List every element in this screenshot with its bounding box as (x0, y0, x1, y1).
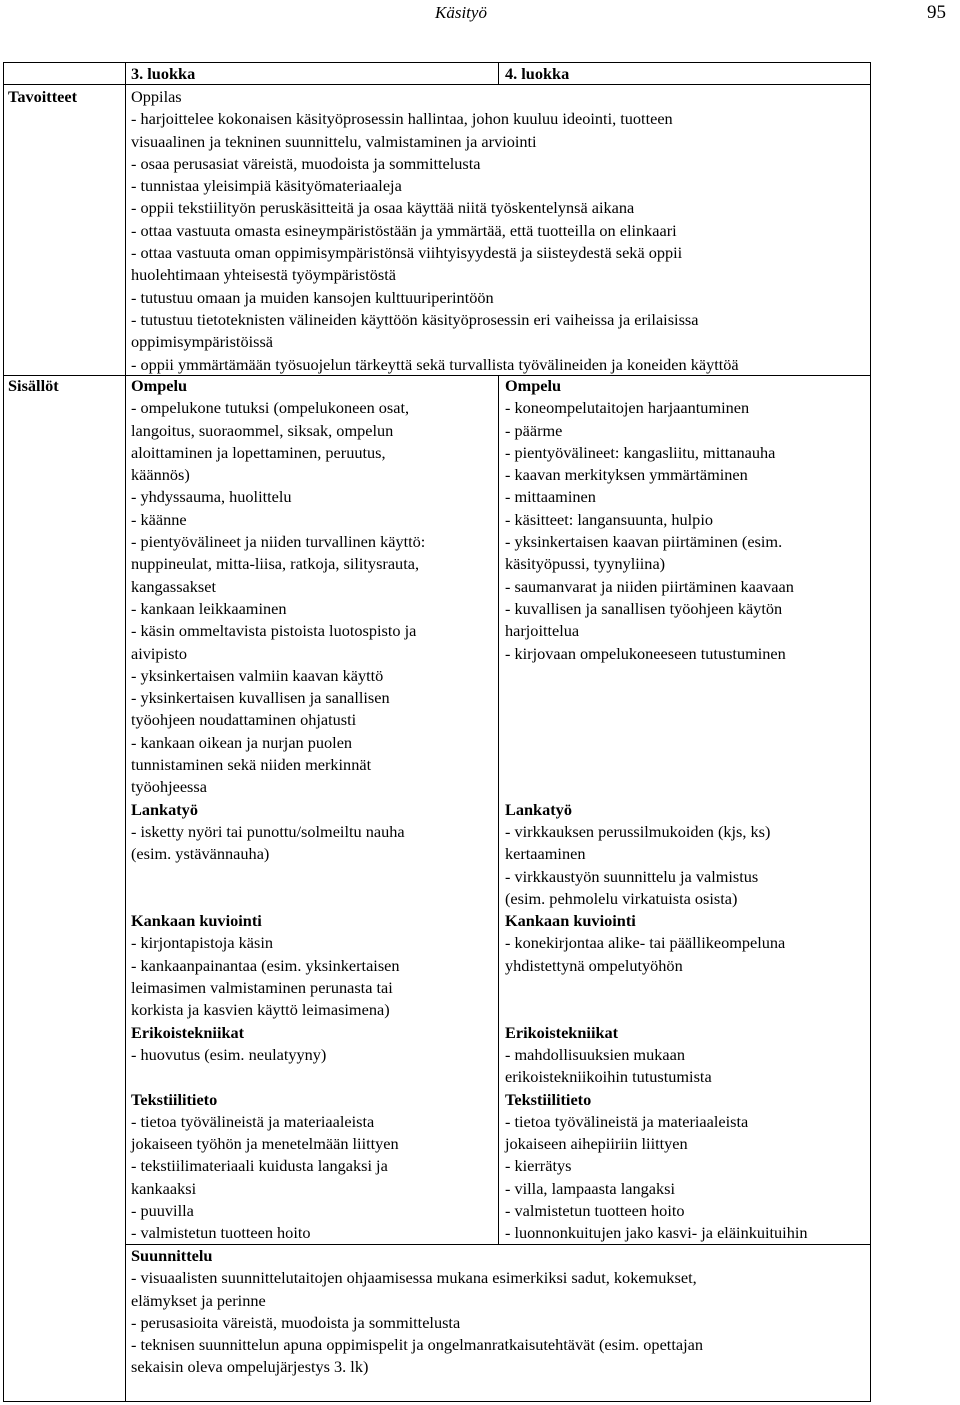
table-border-left (3, 62, 4, 1402)
grade4-line: - koneompelutaitojen harjaantuminen (505, 398, 750, 418)
grade3-line: korkista ja kasvien käyttö leimasimena) (131, 1000, 390, 1020)
grade4-line: harjoittelua (505, 621, 580, 641)
grade4-line (505, 709, 808, 731)
grade4-line: - villa, lampaasta langaksi (505, 1178, 675, 1198)
grade4-line: - mittaaminen (505, 487, 596, 507)
grade4-section-heading: Tekstiilitieto (505, 1089, 592, 1109)
grade3-line: - käänne (131, 509, 187, 529)
grade4-line: yhdistettynä ompelutyöhön (505, 955, 683, 975)
design-line: - perusasioita väreistä, muodoista ja sommittelusta (131, 1312, 461, 1332)
grade4-line: - käsitteet: langansuunta, hulpio (505, 509, 713, 529)
grade4-line: - yksinkertaisen kaavan piirtäminen (esim. (505, 532, 783, 552)
goals-line: - tutustuu tietoteknisten välineiden käyttöön käsityöprosessin eri vaiheissa ja erilaisissa (131, 309, 699, 329)
grade3-line: - puuvilla (131, 1200, 194, 1220)
table-border-right (870, 62, 871, 1402)
grade4-line (505, 776, 808, 798)
grade3-line: - pientyövälineet ja niiden turvallinen käyttö: (131, 532, 426, 552)
grade3-line: työohjeessa (131, 777, 207, 797)
grade4-line: kertaaminen (505, 844, 586, 864)
goals-line: - osaa perusasiat väreistä, muodoista ja sommittelusta (131, 153, 481, 173)
grade3-section-heading: Lankatyö (131, 799, 198, 819)
design-heading: Suunnittelu (131, 1246, 213, 1265)
grade3-line: jokaiseen työhön ja menetelmään liittyen (131, 1134, 399, 1154)
grade4-line: - konekirjontaa alike- tai päällikeompeluna (505, 933, 786, 953)
grade4-line (505, 732, 808, 754)
grade4-line: - kaavan merkityksen ymmärtäminen (505, 465, 748, 485)
grade4-line: - virkkaustyön suunnittelu ja valmistus (505, 866, 759, 886)
grade3-line: kangassakset (131, 576, 216, 596)
grade4-line: - saumanvarat ja niiden piirtäminen kaavaan (505, 576, 794, 596)
goals-line: - ottaa vastuuta omasta esineympäristöstään ja ymmärtää, että tuotteilla on elinkaari (131, 220, 677, 240)
grade3-line: - tietoa työvälineistä ja materiaaleista (131, 1111, 375, 1131)
grade4-line (505, 665, 808, 687)
goals-line: - tutustuu omaan ja muiden kansojen kulttuuriperintöön (131, 287, 494, 307)
design-lines (131, 1267, 703, 1378)
grade3-line: - ompelukone tutuksi (ompelukoneen osat, (131, 398, 410, 418)
grade4-line (505, 977, 808, 999)
grade3-line: - kankaanpainantaa (esim. yksinkertaisen (131, 955, 400, 975)
page-number: 95 (927, 2, 946, 23)
grade3-line: leimasimen valmistaminen perunasta tai (131, 978, 393, 998)
grade3-line: - valmistetun tuotteen hoito (131, 1223, 311, 1243)
grade3-line: (esim. ystävännauha) (131, 844, 270, 864)
grade4-line: - kierrätys (505, 1156, 572, 1176)
grade4-line: - luonnonkuitujen jako kasvi- ja eläinkuituihin (505, 1223, 808, 1243)
design-section (131, 1245, 703, 1379)
grade4-line: erikoistekniikoihin tutustumista (505, 1067, 712, 1087)
grade4-section-heading: Kankaan kuviointi (505, 911, 636, 931)
grade4-line: - tietoa työvälineistä ja materiaaleista (505, 1111, 749, 1131)
grade4-section-heading: Ompelu (505, 376, 562, 395)
grade3-line: aloittaminen ja lopettaminen, peruutus, (131, 442, 386, 462)
goals-text (131, 86, 739, 376)
grade3-heading: 3. luokka (131, 64, 196, 83)
grade4-line: - mahdollisuuksien mukaan (505, 1044, 685, 1064)
grade3-line (131, 888, 425, 910)
table-border-bottom (3, 1401, 871, 1402)
design-line: sekaisin oleva ompelujärjestys 3. lk) (131, 1357, 369, 1377)
grade3-line: - tekstiilimateriaali kuidusta langaksi ja (131, 1156, 388, 1176)
grade3-section-heading: Ompelu (131, 376, 188, 395)
grade3-line: - isketty nyöri tai punottu/solmeiltu nauha (131, 821, 405, 841)
grade4-line: - kuvallisen ja sanallisen työohjeen käytön (505, 598, 783, 618)
grade3-section-heading: Kankaan kuviointi (131, 911, 262, 931)
goals-line: Oppilas (131, 87, 182, 106)
grade4-line: - päärme (505, 420, 563, 440)
grade3-line: langoitus, suoraommel, siksak, ompelun (131, 420, 394, 440)
goals-line: huolehtimaan yhteisestä työympäristöstä (131, 265, 396, 285)
grade3-line: - huovutus (esim. neulatyyny) (131, 1044, 327, 1064)
grade3-line: nuppineulat, mitta-liisa, ratkoja, silitysrauta, (131, 554, 420, 574)
grade3-line: - yksinkertaisen valmiin kaavan käyttö (131, 665, 384, 685)
design-line: elämykset ja perinne (131, 1290, 266, 1310)
grade3-section-heading: Erikoistekniikat (131, 1022, 245, 1042)
design-line: - teknisen suunnittelun apuna oppimispelit ja ongelmanratkaisutehtävät (esim. opettajan (131, 1335, 703, 1355)
grade3-line (131, 1066, 425, 1088)
grade3-section-heading: Tekstiilitieto (131, 1089, 218, 1109)
grade-header-divider (498, 62, 499, 85)
grade3-line: - kankaan leikkaaminen (131, 598, 287, 618)
grade3-line: kankaaksi (131, 1178, 197, 1198)
design-line: - visuaalisten suunnittelutaitojen ohjaamisessa mukana esimerkiksi sadut, kokemukset, (131, 1268, 697, 1288)
goals-line: visuaalinen ja tekninen suunnittelu, valmistaminen ja arviointi (131, 131, 537, 151)
grade3-line: aivipisto (131, 643, 188, 663)
grade4-line: - kirjovaan ompelukoneeseen tutustuminen (505, 643, 786, 663)
grade4-section-heading: Erikoistekniikat (505, 1022, 619, 1042)
grade3-line: tunnistaminen sekä niiden merkinnät (131, 755, 372, 775)
goals-line: - ottaa vastuuta oman oppimisympäristönsä viihtyisyydestä ja siisteydestä sekä oppii (131, 243, 683, 263)
label-column-divider (125, 62, 126, 1402)
running-header-title: Käsityö (435, 3, 487, 22)
grade3-line: - yhdyssauma, huolittelu (131, 487, 292, 507)
goals-line: - harjoittelee kokonaisen käsityöprosessin hallintaa, johon kuuluu ideointi, tuotteen (131, 109, 673, 129)
grade4-section-heading: Lankatyö (505, 799, 572, 819)
goals-line: oppimisympäristöissä (131, 332, 274, 352)
grade3-contents (131, 375, 425, 1245)
grade4-contents (505, 375, 808, 1245)
grade3-line (131, 866, 425, 888)
contents-label: Sisällöt (8, 376, 59, 395)
grade4-line: - valmistetun tuotteen hoito (505, 1200, 685, 1220)
grade4-line (505, 687, 808, 709)
grade4-heading: 4. luokka (505, 64, 570, 83)
grade3-line: työohjeen noudattaminen ohjatusti (131, 710, 357, 730)
grade3-line: - kirjontapistoja käsin (131, 933, 273, 953)
grade4-line: (esim. pehmolelu virkatuista osista) (505, 888, 738, 908)
grade4-line: - pientyövälineet: kangasliitu, mittanauha (505, 442, 776, 462)
goals-line: - oppii tekstiilityön peruskäsitteitä ja osaa käyttää niitä työskentelynsä aikana (131, 198, 635, 218)
grade3-line: - käsin ommeltavista pistoista luotospisto ja (131, 621, 417, 641)
grade-content-divider (498, 375, 499, 1245)
grade3-line: käännös) (131, 465, 190, 485)
grade4-line: jokaiseen aihepiiriin liittyen (505, 1134, 688, 1154)
goals-label: Tavoitteet (8, 87, 78, 106)
grade4-line: - virkkauksen perussilmukoiden (kjs, ks) (505, 821, 771, 841)
grade4-line: käsityöpussi, tyynyliina) (505, 554, 666, 574)
grade3-line: - kankaan oikean ja nurjan puolen (131, 732, 353, 752)
grade4-line (505, 754, 808, 776)
goals-line: - tunnistaa yleisimpiä käsityömateriaaleja (131, 176, 402, 196)
grade3-line: - yksinkertaisen kuvallisen ja sanallisen (131, 688, 390, 708)
grade4-line (505, 999, 808, 1021)
goals-line: - oppii ymmärtämään työsuojelun tärkeyttä sekä turvallista työvälineiden ja koneiden käyttöä (131, 354, 739, 374)
